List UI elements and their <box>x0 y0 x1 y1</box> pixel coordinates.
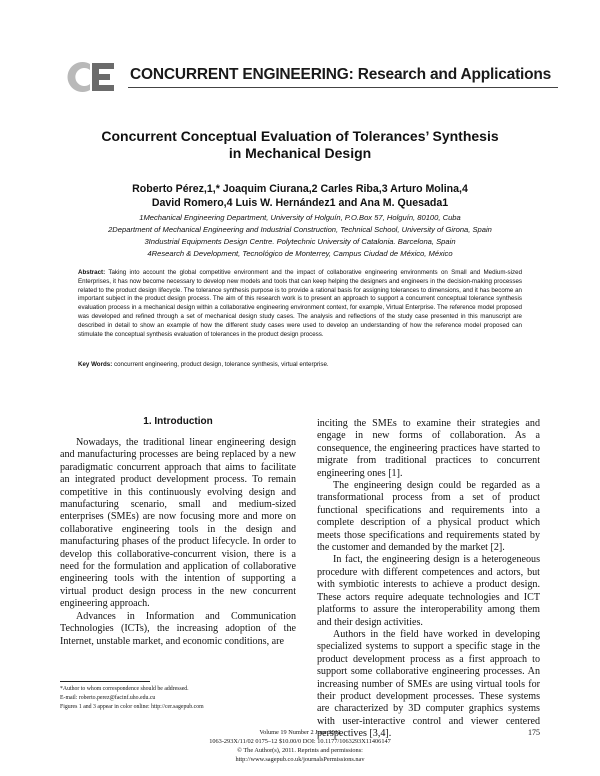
page-number: 175 <box>528 728 540 737</box>
affiliation: 3Industrial Equipments Design Centre. Polytechnic University of Catalonia. Barcelona, Spain <box>144 237 456 246</box>
affiliation: 1Mechanical Engineering Department, University of Holguín, P.O.Box 57, Holguín, 80100, Cuba <box>139 213 461 222</box>
journal-title: CONCURRENT ENGINEERING: Research and Applications <box>130 66 552 83</box>
footnote: *Author to whom correspondence should be addressed. <box>60 686 189 692</box>
section-heading: 1. Introduction <box>143 416 213 427</box>
footnote: E-mail: roberto.perez@facinf.uho.edu.cu <box>60 695 156 701</box>
footer-line: 1063-293X/11/02 0175–12 $10.00/0 DOI: 10.1177/1063293X11406147 <box>209 738 391 745</box>
author-line: Roberto Pérez,1,* Joaquim Ciurana,2 Carles Riba,3 Arturo Molina,4 <box>132 183 468 195</box>
body-column-left <box>60 437 296 648</box>
body-paragraph: Authors in the field have worked in developing specialized systems to support a specific stage in the product development process as a first approach to support some collaborative engineering processes. An increasing number of SMEs are using virtual tools for their product development processes. These systems are characterized by 3D computer graphics systems with user-interactive control and viewer centered perspectives [3,4]. <box>317 628 540 740</box>
title-line: Concurrent Conceptual Evaluation of Tolerances’ Synthesis <box>101 128 499 144</box>
body-paragraph: Nowadays, the traditional linear engineering design and manufacturing processes are being replaced by a new paradigmatic concurrent approach that aims to facilitate an integrated product development process. To remain competitive in this continuously evolving design and manufacturing scenario, small and medium-sized enterprises (SMEs) are now focusing more and more on collaborative engineering tools in the design and manufacturing phases of the product lifecycle. In order to develop this collaborative-concurrent vision, there is a need for the formulation and application of collaborative engineering tools with the intention of supporting a virtual product design process in the new concurrent engineering approach. <box>60 437 296 610</box>
footnote: Figures 1 and 3 appear in color online: http://cer.sagepub.com <box>60 704 204 710</box>
footnotes <box>60 685 300 712</box>
article-title <box>60 128 540 162</box>
affiliation: 4Research & Development, Tecnológico de Monterrey, Campus Ciudad de México, México <box>147 249 453 258</box>
body-paragraph: inciting the SMEs to examine their strategies and engage in new forms of collaboration. As a consequence, the engineering practices have started to migrate from traditional practices to concurrent engineering ones [1]. <box>317 418 540 479</box>
page-footer <box>180 728 420 764</box>
journal-logo <box>60 60 124 94</box>
footer-line: © The Author(s), 2011. Reprints and permissions: <box>237 747 363 754</box>
keywords <box>78 360 522 369</box>
body-paragraph: In fact, the engineering design is a heterogeneous procedure with different competences and actors, but with symbiotic interests to achieve a product design. These actors require adequate technologies and ICT platforms to assure the interoperability among them and their design activities. <box>317 554 540 628</box>
body-paragraph: Advances in Information and Communication Technologies (ICTs), the increasing adoption of the Internet, unstable market, and economic conditions, are <box>60 610 296 647</box>
abstract-label: Abstract: <box>78 269 106 276</box>
body-column-right <box>317 418 540 741</box>
author-line: David Romero,4 Luis W. Hernández1 and Ana M. Quesada1 <box>151 197 449 209</box>
abstract <box>78 269 522 339</box>
author-list <box>60 182 540 210</box>
footer-line: Volume 19 Number 2 June 2011 <box>259 729 341 736</box>
title-line: in Mechanical Design <box>228 145 372 161</box>
footnote-rule <box>60 681 150 682</box>
footer-line: http://www.sagepub.co.uk/journalsPermissions.nav <box>235 756 365 763</box>
header-rule <box>128 87 558 88</box>
affiliation-list <box>60 212 540 260</box>
keywords-text: concurrent engineering, product design, tolerance synthesis, virtual enterprise. <box>114 361 329 368</box>
body-paragraph: The engineering design could be regarded as a transformational process from a set of product functional specifications and requirements into a complete description of a physical product which meets those specifications and requirements stated by the customer and demanded by the market [2]. <box>317 480 540 554</box>
keywords-label: Key Words: <box>78 361 113 368</box>
affiliation: 2Department of Mechanical Engineering and Industrial Construction, Technical School, University of Girona, Spain <box>108 225 492 234</box>
abstract-text: Taking into account the global competitive environment and the impact of collaborative engineering environments on Small and Medium-sized Enterprises, it has now become necessary to develop new models and tools that can keep helping the designers and engineers in the decision-making processes related to the product design lifecycle. The tolerance synthesis purpose is to provide a rational basis for assigning tolerances to dimensions, and it has become an important subject in the product design process. The aim of this research work is to present an approach to support a concurrent conceptual tolerance synthesis evaluation process in a mechanical design within a collaborative engineering environment context, for example, Virtual Enterprise. The reference model proposed was developed and refined through a set of mechanical design study cases. The analysis and reflections of the study case presented in this manuscript are described in detail to show an example of how the different study cases were used to develop an understanding of how the reference model proposed can stimulate the conceptual synthesis evaluation of tolerances in the product design process. <box>78 269 523 338</box>
